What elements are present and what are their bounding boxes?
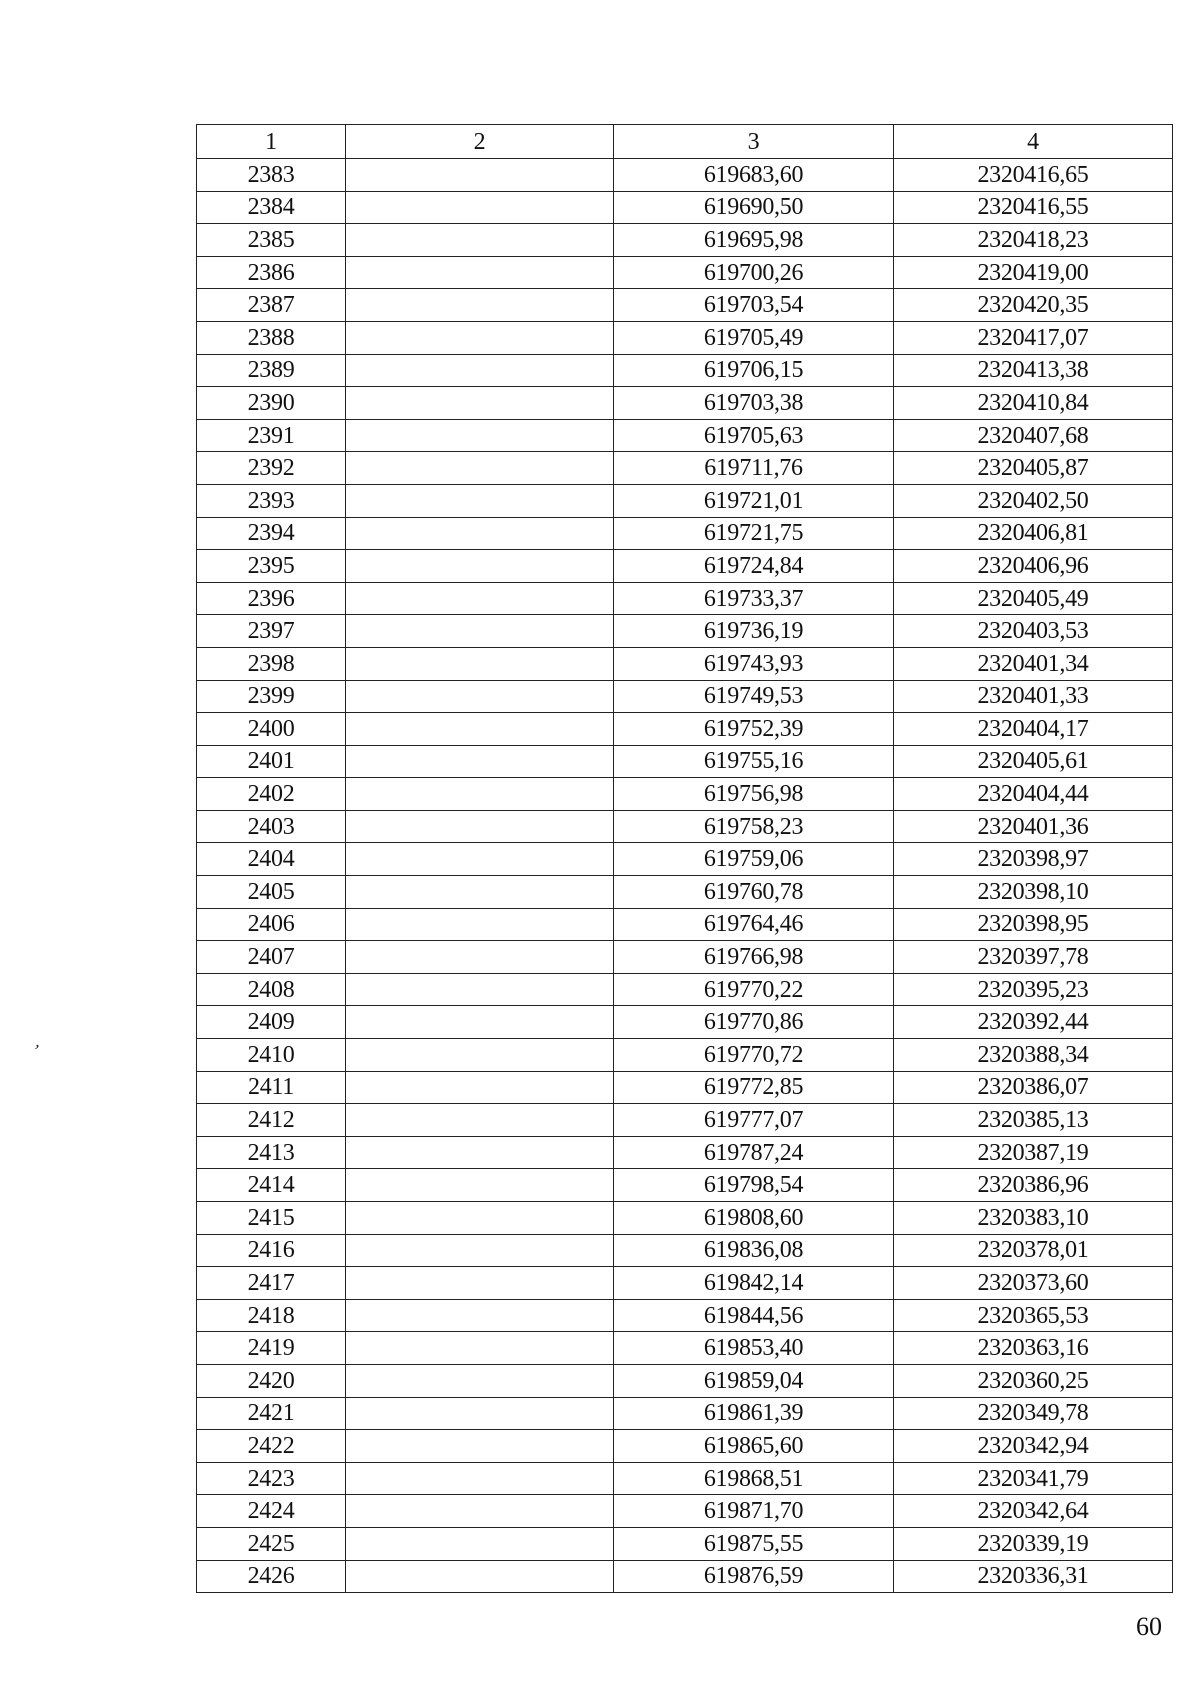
- table-row: [197, 387, 1173, 420]
- table-cell: 2320403,53: [894, 615, 1173, 648]
- table-row: [197, 256, 1173, 289]
- table-cell: 2392: [197, 452, 346, 485]
- table-cell: 2320401,33: [894, 680, 1173, 713]
- table-row: [197, 680, 1173, 713]
- table-row: [197, 1006, 1173, 1039]
- table-cell: 619690,50: [614, 191, 894, 224]
- table-cell: 2402: [197, 778, 346, 811]
- table-cell: 619808,60: [614, 1202, 894, 1235]
- table-cell: 619705,63: [614, 419, 894, 452]
- table-cell: 2320404,17: [894, 713, 1173, 746]
- table-cell: 2320407,68: [894, 419, 1173, 452]
- table-cell: 2388: [197, 321, 346, 354]
- table-row: [197, 517, 1173, 550]
- table-row: [197, 1136, 1173, 1169]
- table-row: [197, 550, 1173, 583]
- table-cell: 619683,60: [614, 159, 894, 192]
- table-cell: 619770,22: [614, 973, 894, 1006]
- table-row: [197, 843, 1173, 876]
- table-cell: [346, 517, 614, 550]
- table-cell: 619875,55: [614, 1527, 894, 1560]
- table-cell: 2405: [197, 876, 346, 909]
- table-cell: 2320378,01: [894, 1234, 1173, 1267]
- table-cell: [346, 941, 614, 974]
- table-cell: 2320385,13: [894, 1104, 1173, 1137]
- table-cell: 2419: [197, 1332, 346, 1365]
- table-cell: 619876,59: [614, 1560, 894, 1593]
- table-cell: [346, 1202, 614, 1235]
- table-cell: 619752,39: [614, 713, 894, 746]
- table-cell: 2403: [197, 810, 346, 843]
- table-cell: [346, 778, 614, 811]
- table-cell: [346, 289, 614, 322]
- table-cell: 2418: [197, 1299, 346, 1332]
- table-cell: 2320392,44: [894, 1006, 1173, 1039]
- table-cell: 2320339,19: [894, 1527, 1173, 1560]
- table-cell: 2320420,35: [894, 289, 1173, 322]
- table-cell: [346, 1430, 614, 1463]
- table-cell: 619777,07: [614, 1104, 894, 1137]
- table-cell: [346, 256, 614, 289]
- table-cell: 2397: [197, 615, 346, 648]
- table-cell: 2320405,61: [894, 745, 1173, 778]
- table-cell: 619706,15: [614, 354, 894, 387]
- table-cell: 2390: [197, 387, 346, 420]
- table-cell: [346, 1267, 614, 1300]
- table-cell: [346, 1299, 614, 1332]
- table-cell: 619705,49: [614, 321, 894, 354]
- table-cell: 619865,60: [614, 1430, 894, 1463]
- table-cell: 2426: [197, 1560, 346, 1593]
- table-cell: [346, 1136, 614, 1169]
- table-cell: [346, 1104, 614, 1137]
- table-row: [197, 1397, 1173, 1430]
- table-cell: 619842,14: [614, 1267, 894, 1300]
- table-row: [197, 973, 1173, 1006]
- table-cell: [346, 191, 614, 224]
- table-cell: 2386: [197, 256, 346, 289]
- table-cell: 2425: [197, 1527, 346, 1560]
- table-cell: 2320406,81: [894, 517, 1173, 550]
- table-body: [197, 159, 1173, 1593]
- table-cell: 2320386,96: [894, 1169, 1173, 1202]
- table-row: [197, 354, 1173, 387]
- table-cell: 2385: [197, 224, 346, 257]
- table-row: [197, 1332, 1173, 1365]
- table-cell: [346, 1397, 614, 1430]
- table-cell: 2320386,07: [894, 1071, 1173, 1104]
- table-cell: 619724,84: [614, 550, 894, 583]
- table-cell: 619868,51: [614, 1462, 894, 1495]
- table-cell: 2424: [197, 1495, 346, 1528]
- table-cell: 2320387,19: [894, 1136, 1173, 1169]
- table-cell: [346, 419, 614, 452]
- table-cell: 2320342,64: [894, 1495, 1173, 1528]
- table-cell: [346, 484, 614, 517]
- table-cell: [346, 843, 614, 876]
- table-cell: 619703,54: [614, 289, 894, 322]
- table-cell: 619859,04: [614, 1364, 894, 1397]
- table-cell: [346, 810, 614, 843]
- table-cell: [346, 550, 614, 583]
- table-row: [197, 159, 1173, 192]
- table-cell: 619844,56: [614, 1299, 894, 1332]
- table-cell: 2416: [197, 1234, 346, 1267]
- table-cell: 2417: [197, 1267, 346, 1300]
- table-row: [197, 191, 1173, 224]
- table-cell: 619758,23: [614, 810, 894, 843]
- header-row: [197, 125, 1173, 159]
- table-cell: 2421: [197, 1397, 346, 1430]
- table-cell: 2384: [197, 191, 346, 224]
- table-cell: [346, 647, 614, 680]
- table-cell: 2320341,79: [894, 1462, 1173, 1495]
- table-cell: 2408: [197, 973, 346, 1006]
- table-row: [197, 1364, 1173, 1397]
- table-cell: 2320410,84: [894, 387, 1173, 420]
- table-cell: 619861,39: [614, 1397, 894, 1430]
- table-cell: [346, 1006, 614, 1039]
- table-cell: 2320336,31: [894, 1560, 1173, 1593]
- table-cell: 619736,19: [614, 615, 894, 648]
- table-cell: 2406: [197, 908, 346, 941]
- table-cell: [346, 1495, 614, 1528]
- table-row: [197, 582, 1173, 615]
- table-cell: 2320416,65: [894, 159, 1173, 192]
- table-cell: [346, 1234, 614, 1267]
- table-row: [197, 1169, 1173, 1202]
- table-row: [197, 778, 1173, 811]
- column-header: 4: [894, 125, 1173, 159]
- table-cell: 619759,06: [614, 843, 894, 876]
- table-cell: [346, 159, 614, 192]
- table-cell: 619733,37: [614, 582, 894, 615]
- table-cell: 2423: [197, 1462, 346, 1495]
- table-cell: [346, 321, 614, 354]
- table-cell: 2411: [197, 1071, 346, 1104]
- table-cell: 2422: [197, 1430, 346, 1463]
- table-row: [197, 289, 1173, 322]
- table-cell: 619772,85: [614, 1071, 894, 1104]
- table-cell: [346, 1462, 614, 1495]
- table-cell: 2389: [197, 354, 346, 387]
- table-cell: 2387: [197, 289, 346, 322]
- table-cell: 2410: [197, 1039, 346, 1072]
- table-row: [197, 941, 1173, 974]
- table-cell: 619871,70: [614, 1495, 894, 1528]
- column-header: 3: [614, 125, 894, 159]
- table-cell: 2320398,95: [894, 908, 1173, 941]
- table-cell: 619749,53: [614, 680, 894, 713]
- table-row: [197, 908, 1173, 941]
- table-row: [197, 1495, 1173, 1528]
- table-cell: 2320413,38: [894, 354, 1173, 387]
- table-row: [197, 419, 1173, 452]
- table-cell: 2320404,44: [894, 778, 1173, 811]
- table-cell: [346, 1364, 614, 1397]
- table-cell: 2320406,96: [894, 550, 1173, 583]
- table-cell: 2320417,07: [894, 321, 1173, 354]
- table-cell: 2320383,10: [894, 1202, 1173, 1235]
- column-header: 2: [346, 125, 614, 159]
- table-cell: 619770,86: [614, 1006, 894, 1039]
- table-cell: 2415: [197, 1202, 346, 1235]
- table-cell: 2401: [197, 745, 346, 778]
- table-cell: 2320416,55: [894, 191, 1173, 224]
- table-cell: 619853,40: [614, 1332, 894, 1365]
- page-number: 60: [1136, 1612, 1162, 1641]
- table-cell: [346, 1071, 614, 1104]
- table-cell: 2383: [197, 159, 346, 192]
- table-cell: 619700,26: [614, 256, 894, 289]
- table-cell: 2409: [197, 1006, 346, 1039]
- table-cell: 2320398,97: [894, 843, 1173, 876]
- table-cell: 2400: [197, 713, 346, 746]
- table-row: [197, 810, 1173, 843]
- table-cell: 2320401,34: [894, 647, 1173, 680]
- table-cell: 619766,98: [614, 941, 894, 974]
- table-cell: 2391: [197, 419, 346, 452]
- table-cell: 619703,38: [614, 387, 894, 420]
- table-row: [197, 745, 1173, 778]
- table-cell: [346, 1169, 614, 1202]
- table-cell: 619755,16: [614, 745, 894, 778]
- table-cell: 2393: [197, 484, 346, 517]
- table-cell: [346, 1527, 614, 1560]
- table-cell: 2320388,34: [894, 1039, 1173, 1072]
- table-row: [197, 615, 1173, 648]
- table-cell: [346, 680, 614, 713]
- table-cell: 619711,76: [614, 452, 894, 485]
- table-row: [197, 224, 1173, 257]
- table-cell: 2395: [197, 550, 346, 583]
- table-cell: [346, 615, 614, 648]
- table-row: [197, 876, 1173, 909]
- table-cell: 619760,78: [614, 876, 894, 909]
- column-header: 1: [197, 125, 346, 159]
- table-cell: 2320397,78: [894, 941, 1173, 974]
- table-row: [197, 321, 1173, 354]
- table-cell: 2320360,25: [894, 1364, 1173, 1397]
- stray-mark: ,: [33, 1030, 45, 1052]
- table-cell: 2412: [197, 1104, 346, 1137]
- table-cell: 2320419,00: [894, 256, 1173, 289]
- table-cell: 2320373,60: [894, 1267, 1173, 1300]
- table-cell: [346, 745, 614, 778]
- table-cell: 2320395,23: [894, 973, 1173, 1006]
- table-cell: 619743,93: [614, 647, 894, 680]
- table-cell: [346, 387, 614, 420]
- table-cell: 619721,75: [614, 517, 894, 550]
- table-cell: 2320365,53: [894, 1299, 1173, 1332]
- table-row: [197, 1104, 1173, 1137]
- table-cell: [346, 876, 614, 909]
- table-cell: 2414: [197, 1169, 346, 1202]
- table-cell: 2320405,87: [894, 452, 1173, 485]
- table-cell: 619787,24: [614, 1136, 894, 1169]
- table-cell: 619695,98: [614, 224, 894, 257]
- table-row: [197, 1299, 1173, 1332]
- table-cell: 619756,98: [614, 778, 894, 811]
- table-cell: [346, 908, 614, 941]
- table-cell: [346, 452, 614, 485]
- table-cell: 619836,08: [614, 1234, 894, 1267]
- table-cell: 2320418,23: [894, 224, 1173, 257]
- table-header: [197, 125, 1173, 159]
- table-cell: 2320405,49: [894, 582, 1173, 615]
- table-cell: 2320363,16: [894, 1332, 1173, 1365]
- table-cell: 2399: [197, 680, 346, 713]
- table-row: [197, 1039, 1173, 1072]
- table-cell: 2404: [197, 843, 346, 876]
- table-cell: 2420: [197, 1364, 346, 1397]
- table-row: [197, 1462, 1173, 1495]
- table-cell: 2407: [197, 941, 346, 974]
- table-row: [197, 1071, 1173, 1104]
- table-cell: 2396: [197, 582, 346, 615]
- table-cell: [346, 582, 614, 615]
- table-cell: [346, 224, 614, 257]
- table-cell: 2413: [197, 1136, 346, 1169]
- table-cell: 2320398,10: [894, 876, 1173, 909]
- table-row: [197, 1202, 1173, 1235]
- table-cell: [346, 1332, 614, 1365]
- table-cell: [346, 713, 614, 746]
- table-row: [197, 1430, 1173, 1463]
- table-row: [197, 1267, 1173, 1300]
- table-cell: 2320342,94: [894, 1430, 1173, 1463]
- table-cell: 619770,72: [614, 1039, 894, 1072]
- table-row: [197, 1234, 1173, 1267]
- table-cell: 619764,46: [614, 908, 894, 941]
- table-cell: [346, 354, 614, 387]
- coordinates-table: [196, 124, 1173, 1593]
- table-row: [197, 1527, 1173, 1560]
- table-cell: 619721,01: [614, 484, 894, 517]
- table-cell: [346, 1560, 614, 1593]
- table-cell: [346, 973, 614, 1006]
- table-cell: 619798,54: [614, 1169, 894, 1202]
- table-cell: [346, 1039, 614, 1072]
- table-cell: 2320401,36: [894, 810, 1173, 843]
- table-row: [197, 1560, 1173, 1593]
- table-cell: 2320349,78: [894, 1397, 1173, 1430]
- table-row: [197, 452, 1173, 485]
- table-cell: 2398: [197, 647, 346, 680]
- table-row: [197, 484, 1173, 517]
- table-row: [197, 647, 1173, 680]
- table-cell: 2394: [197, 517, 346, 550]
- table-cell: 2320402,50: [894, 484, 1173, 517]
- table-row: [197, 713, 1173, 746]
